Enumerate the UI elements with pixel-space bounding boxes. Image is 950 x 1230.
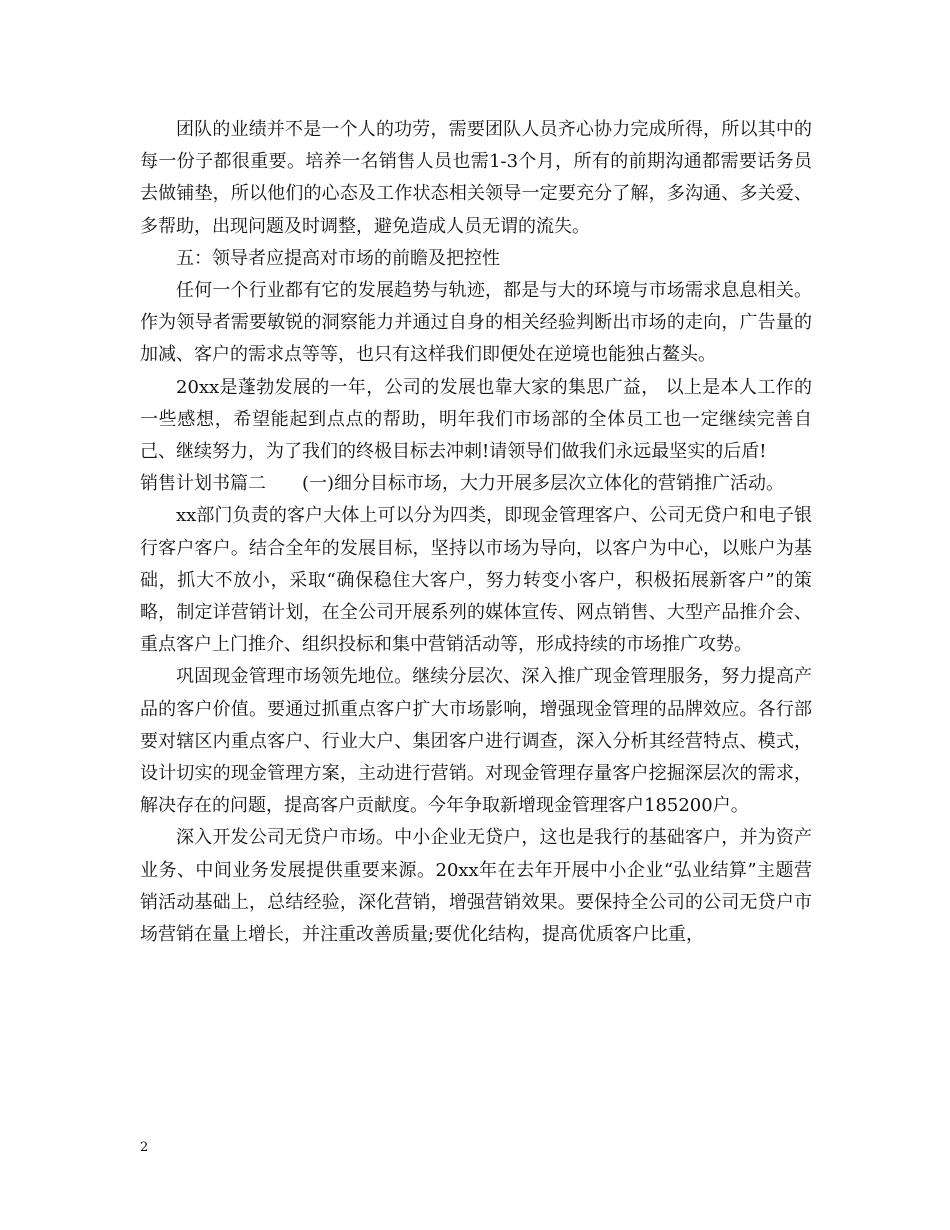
paragraph-no-loan-market: 深入开发公司无贷户市场。中小企业无贷户，这也是我行的基础客户，并为资产业务、中间业务发展提供重要来源。20xx年在去年开展中小企业“弘业结算”主题营销活动基础上，总结经验，深化营销，增强营销效果。要保持全公司的公司无贷户市场营销在量上增长，并注重改善质量;要优化结构，提高优质客户比重， (140, 827, 812, 946)
paragraph-year-summary: 20xx是蓬勃发展的一年，公司的发展也靠大家的集思广益， 以上是本人工作的一些感想，希望能起到点点的帮助，明年我们市场部的全体员工也一定继续完善自己、继续努力，为了我们的终极目标去冲刺!请领导们做我们永远最坚实的后盾! (140, 376, 812, 463)
document-body (140, 114, 812, 951)
paragraph-market-trend: 任何一个行业都有它的发展趋势与轨迹，都是与大的环境与市场需求息息相关。作为领导者需要敏锐的洞察能力并通过自身的相关经验判断出市场的走向，广告量的加减、客户的需求点等等，也只有这样我们即便处在逆境也能独占鳌头。 (140, 280, 812, 366)
section-heading-five: 五：领导者应提高对市场的前瞻及把控性 (176, 247, 500, 269)
paragraph-team-performance: 团队的业绩并不是一个人的功劳，需要团队人员齐心协力完成所得，所以其中的每一份子都很重要。培养一名销售人员也需1-3个月，所有的前期沟通都需要话务员去做铺垫，所以他们的心态及工作状态相关领导一定要充分了解，多沟通、多关爱、多帮助，出现问题及时调整，避免造成人员无谓的流失。 (140, 119, 812, 237)
paragraph-customer-types: xx部门负责的客户大体上可以分为四类，即现金管理客户、公司无贷户和电子银行客户客户。结合全年的发展目标，坚持以市场为导向，以客户为中心，以账户为基础，抓大不放小，采取“确保稳住大客户，努力转变小客户，积极拓展新客户”的策略，制定详营销计划，在全公司开展系列的媒体宣传、网点销售、大型产品推介会、重点客户上门推介、组织投标和集中营销活动等，形成持续的市场推广攻势。 (140, 505, 812, 656)
paragraph-cash-management: 巩固现金管理市场领先地位。继续分层次、深入推广现金管理服务，努力提高产品的客户价值。要通过抓重点客户扩大市场影响，增强现金管理的品牌效应。各行部要对辖区内重点客户、行业大户、集团客户进行调查，深入分析其经营特点、模式，设计切实的现金管理方案，主动进行营销。对现金管理存量客户挖掘深层次的需求，解决存在的问题，提高客户贡献度。今年争取新增现金管理客户185200户。 (140, 666, 812, 817)
page-number: 2 (140, 1140, 149, 1155)
section-heading-plan-two: 销售计划书篇二 (一)细分目标市场，大力开展多层次立体化的营销推广活动。 (140, 473, 785, 495)
